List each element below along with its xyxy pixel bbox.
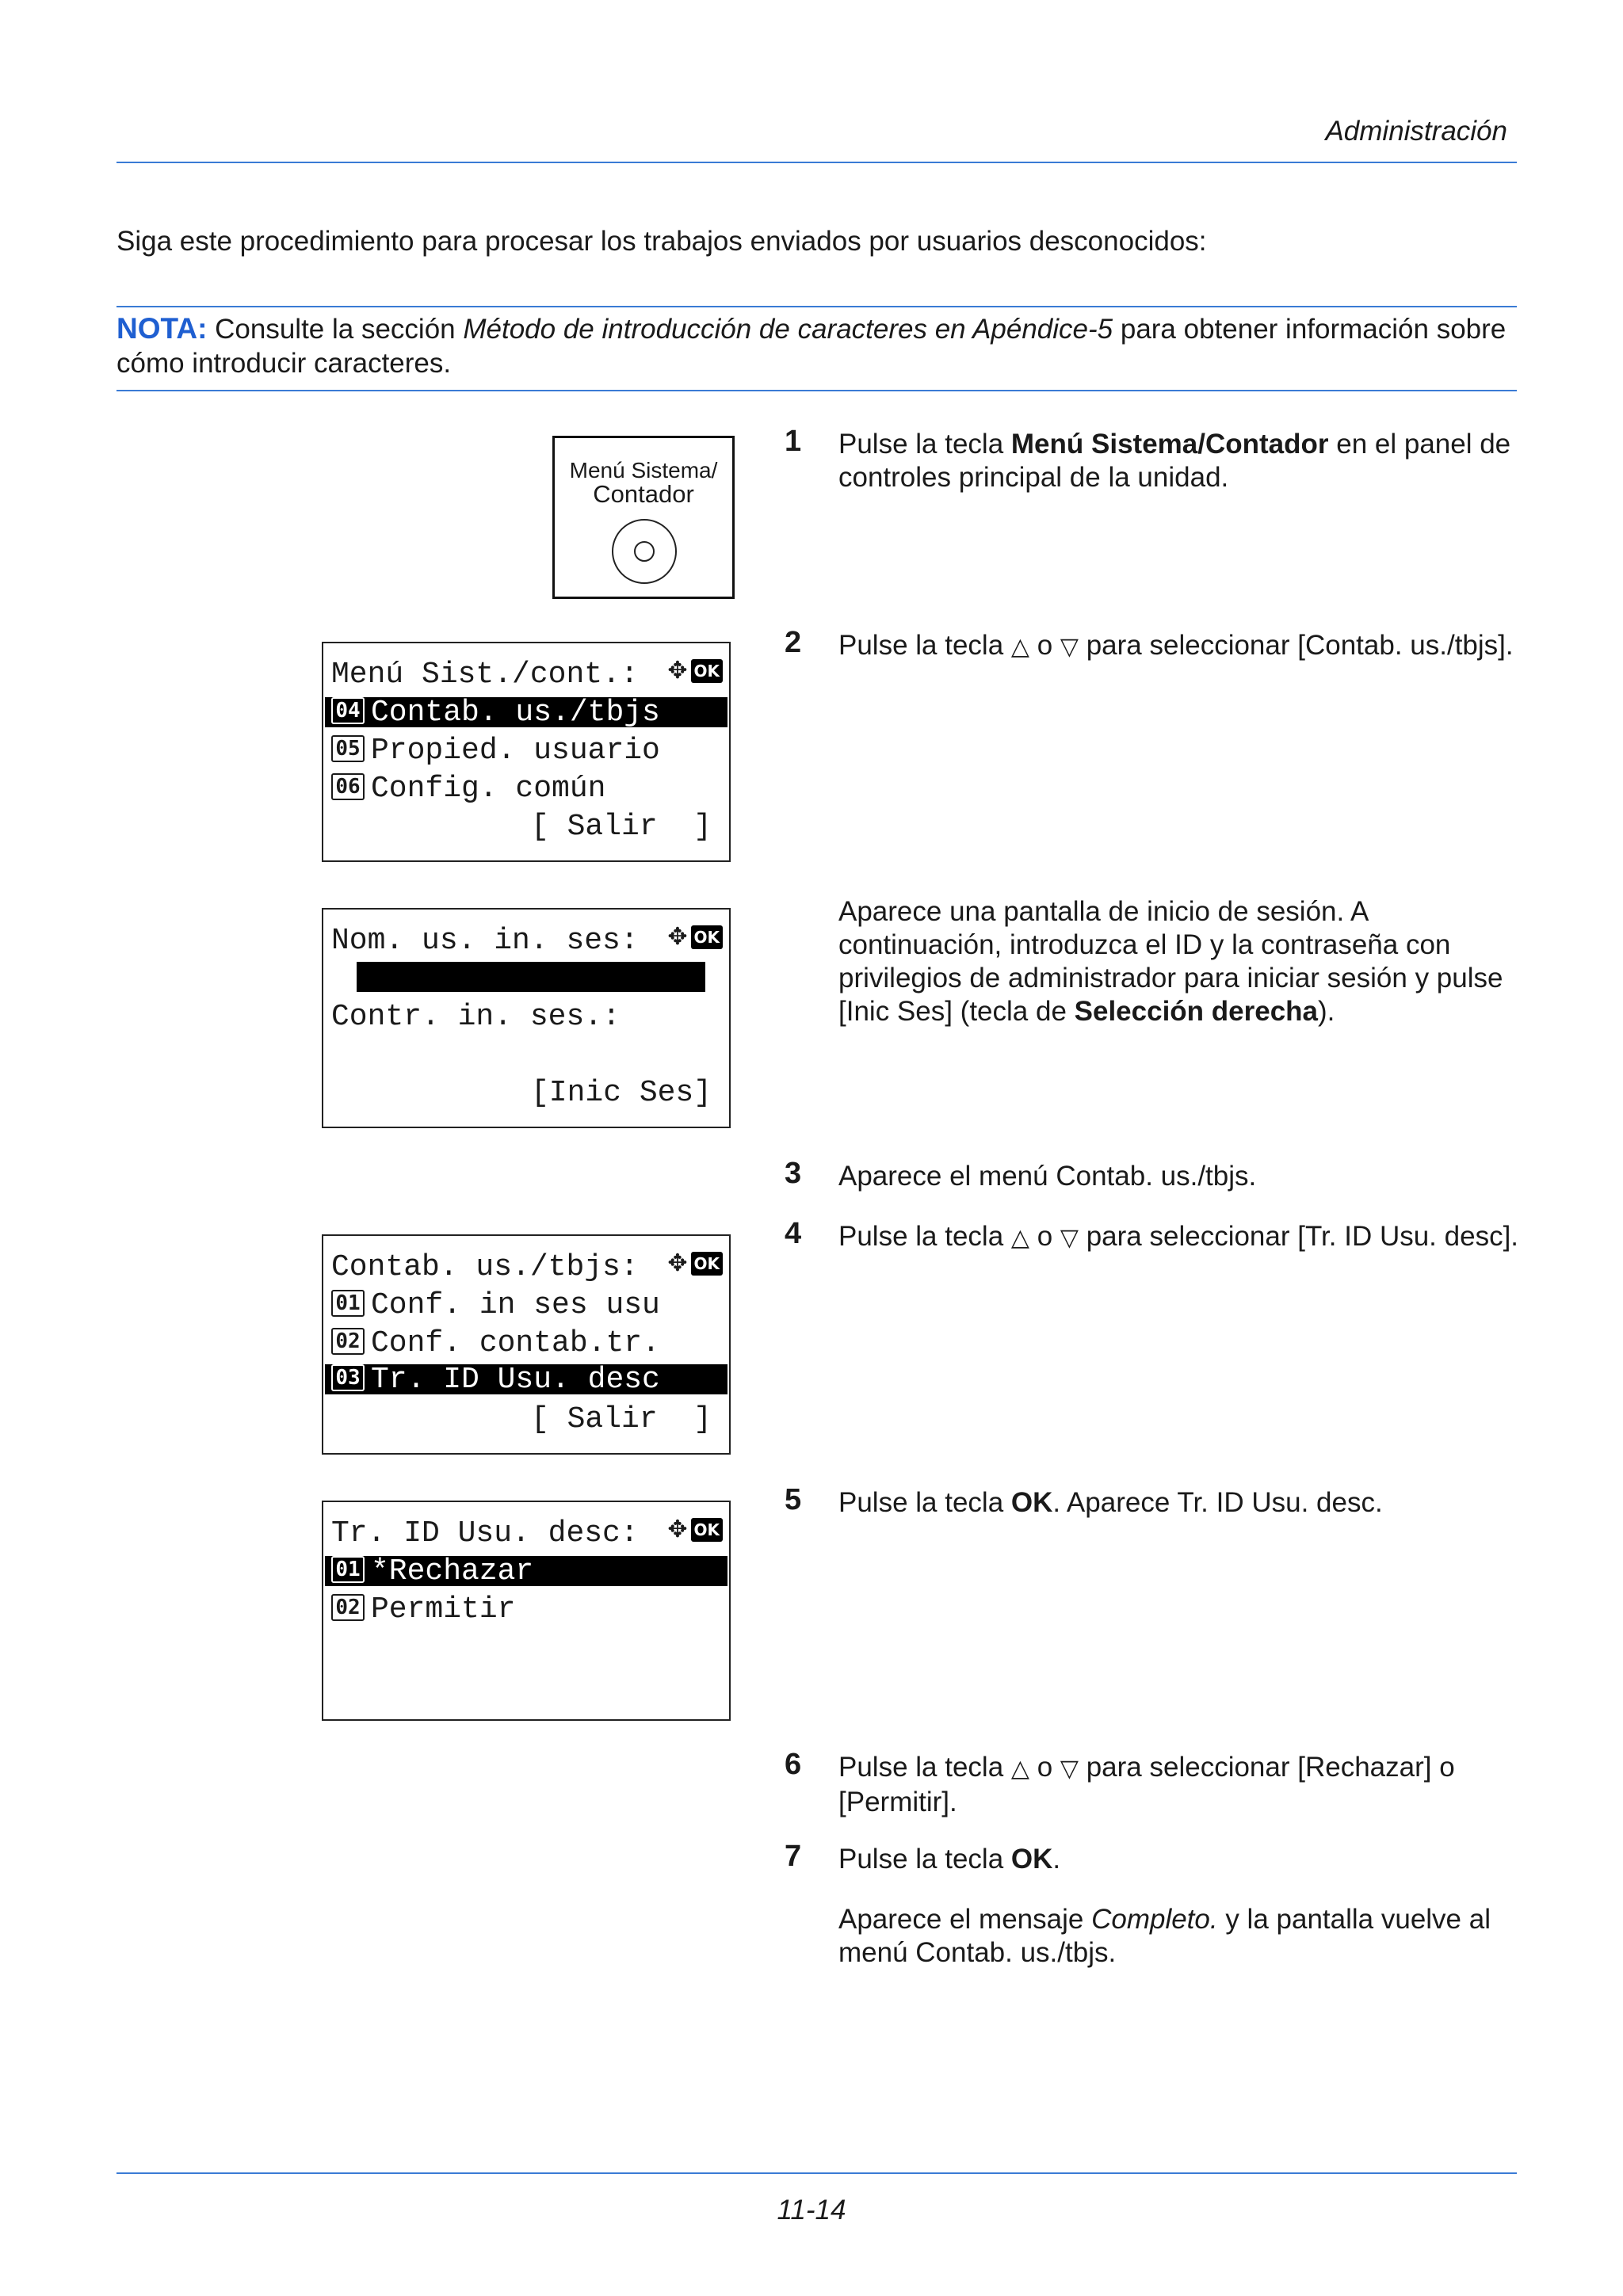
- step-number: 6: [785, 1748, 802, 1781]
- key-label-line1: Menú Sistema/: [569, 458, 718, 482]
- lcd-menu-item[interactable]: [325, 1363, 727, 1397]
- item-label: Conf. contab.tr.: [371, 1326, 660, 1360]
- item-label: Permitir: [371, 1592, 516, 1627]
- lcd-unknown-id-job: [322, 1501, 731, 1721]
- note-pre: Consulte la sección: [207, 314, 464, 345]
- navigation-arrows-icon: ✥: [667, 923, 688, 951]
- ok-icon: OK: [691, 1252, 724, 1276]
- step-6-text: Pulse la tecla △ o ▽ para seleccionar [Rechazar] o [Permitir].: [838, 1752, 1455, 1817]
- header-rule: [116, 162, 1517, 163]
- running-head: Administración: [1325, 116, 1507, 147]
- item-number-icon: 03: [331, 1364, 365, 1391]
- lcd-exit-softkey[interactable]: [ Salir ]: [531, 810, 712, 844]
- lcd-menu-item[interactable]: [331, 772, 726, 807]
- item-number-icon: 01: [331, 1556, 365, 1583]
- footer-rule: [116, 2172, 1517, 2174]
- item-label: *Rechazar: [371, 1554, 534, 1589]
- step-1-text: Pulse la tecla Menú Sistema/Contador en el panel de controles principal de la unidad.: [838, 429, 1511, 493]
- note-label: NOTA:: [116, 312, 208, 345]
- system-menu-counter-key[interactable]: [552, 436, 735, 599]
- step-number: 4: [785, 1217, 802, 1250]
- step-2-login-text: Aparece una pantalla de inicio de sesión. A continuación, introduzca el ID y la contraseña con privilegios de administrador para iniciar sesión y pulse [Inic Ses] (tecla de Selección derecha).: [838, 896, 1503, 1027]
- lcd-option-permit[interactable]: [331, 1592, 726, 1627]
- login-username-input[interactable]: [357, 962, 705, 992]
- lcd-nav-icons: [667, 1518, 723, 1542]
- lcd-exit-softkey[interactable]: [ Salir ]: [531, 1402, 712, 1436]
- step-number: 5: [785, 1483, 802, 1516]
- up-arrow-icon: △: [1010, 1755, 1029, 1783]
- lcd-job-accounting: [322, 1234, 731, 1455]
- lcd-nav-icons: [667, 1249, 723, 1277]
- step-7-result-text: Aparece el mensaje Completo. y la pantalla vuelve al menú Contab. us./tbjs.: [838, 1904, 1491, 1968]
- lcd-menu-item[interactable]: [325, 696, 727, 730]
- step-number: 3: [785, 1157, 802, 1190]
- lcd-nav-icons: [667, 659, 723, 683]
- note-top-rule: [116, 306, 1517, 307]
- page-number: 11-14: [777, 2195, 846, 2225]
- note-post: para obtener información sobre cómo introducir caracteres.: [116, 314, 1507, 379]
- ok-icon: OK: [691, 1518, 724, 1542]
- key-button-icon: [612, 519, 677, 584]
- key-indicator-icon: [634, 541, 655, 562]
- lcd-title: Contab. us./tbjs:: [331, 1250, 639, 1284]
- item-label: Tr. ID Usu. desc: [371, 1363, 660, 1397]
- navigation-arrows-icon: ✥: [667, 1249, 688, 1277]
- navigation-arrows-icon: ✥: [667, 1516, 688, 1543]
- lcd-menu-item[interactable]: [331, 1326, 726, 1361]
- item-label: Conf. in ses usu: [371, 1288, 660, 1322]
- down-arrow-icon: ▽: [1060, 1224, 1079, 1252]
- step-4-text: Pulse la tecla △ o ▽ para seleccionar [Tr. ID Usu. desc].: [838, 1221, 1519, 1252]
- step-7-text: Pulse la tecla OK.: [838, 1844, 1061, 1875]
- down-arrow-icon: ▽: [1060, 633, 1079, 661]
- step-3-text: Aparece el menú Contab. us./tbjs.: [838, 1161, 1257, 1192]
- step-number: 2: [785, 626, 802, 659]
- lcd-title: Nom. us. in. ses:: [331, 924, 639, 958]
- up-arrow-icon: △: [1010, 1224, 1029, 1252]
- step-5-text: Pulse la tecla OK. Aparece Tr. ID Usu. desc.: [838, 1487, 1383, 1518]
- step-number: 7: [785, 1840, 802, 1873]
- lcd-system-menu: [322, 642, 731, 862]
- item-label: Propied. usuario: [371, 734, 660, 768]
- lcd-title: Tr. ID Usu. desc:: [331, 1516, 639, 1550]
- key-label-line2: Contador: [593, 480, 694, 508]
- note-bottom-rule: [116, 390, 1517, 391]
- lcd-menu-item[interactable]: [331, 1288, 726, 1323]
- lcd-login: [322, 908, 731, 1128]
- navigation-arrows-icon: ✥: [667, 657, 688, 685]
- lcd-title: Menú Sist./cont.:: [331, 658, 639, 692]
- lcd-nav-icons: [667, 925, 723, 949]
- intro-text: Siga este procedimiento para procesar los trabajos enviados por usuarios desconocidos:: [116, 226, 1207, 257]
- note-box: [116, 311, 1519, 380]
- item-number-icon: 01: [331, 1290, 365, 1317]
- note-reference: Método de introducción de caracteres en Apéndice-5: [463, 314, 1113, 345]
- item-number-icon: 04: [331, 697, 365, 724]
- item-label: Contab. us./tbjs: [371, 696, 660, 730]
- item-number-icon: 06: [331, 773, 365, 800]
- login-password-label: Contr. in. ses.:: [331, 1000, 621, 1034]
- step-number: 1: [785, 425, 802, 458]
- up-arrow-icon: △: [1010, 633, 1029, 661]
- login-softkey[interactable]: [Inic Ses]: [531, 1076, 712, 1110]
- ok-icon: OK: [691, 925, 724, 949]
- lcd-option-reject[interactable]: [325, 1554, 727, 1589]
- item-number-icon: 02: [331, 1328, 365, 1355]
- down-arrow-icon: ▽: [1060, 1755, 1079, 1783]
- item-number-icon: 05: [331, 735, 365, 762]
- step-2-text: Pulse la tecla △ o ▽ para seleccionar [Contab. us./tbjs].: [838, 630, 1514, 661]
- item-number-icon: 02: [331, 1594, 365, 1621]
- ok-icon: OK: [691, 659, 724, 683]
- lcd-menu-item[interactable]: [331, 734, 726, 769]
- item-label: Config. común: [371, 772, 606, 806]
